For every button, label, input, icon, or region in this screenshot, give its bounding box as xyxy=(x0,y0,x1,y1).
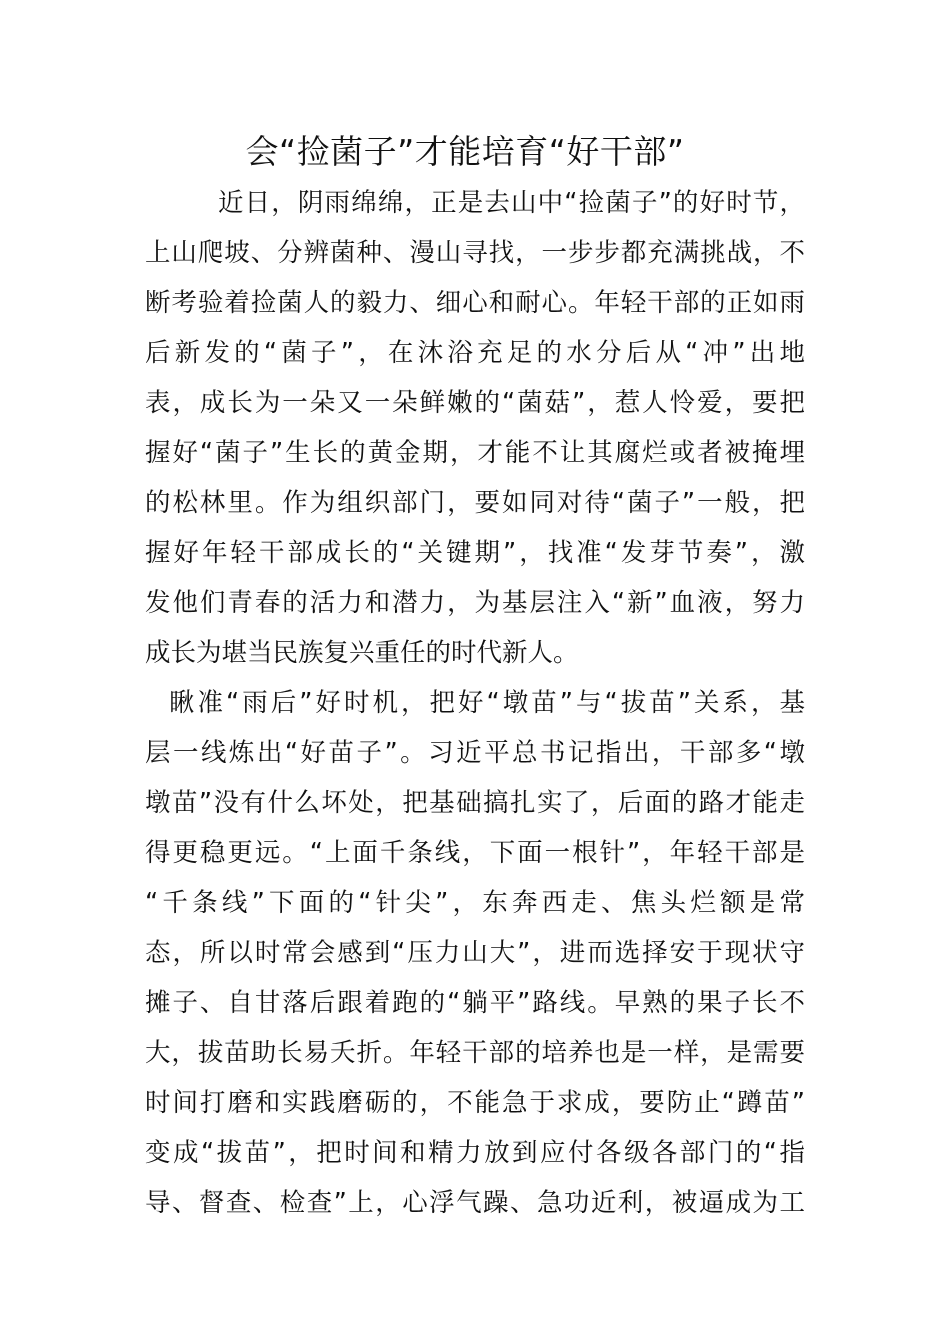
article-title: 会“捡菌子”才能培育“好干部” xyxy=(245,132,685,171)
text-line: 摊子、自甘落后跟着跑的“躺平”路线。早熟的果子长不 xyxy=(145,988,805,1018)
text-line: 大，拔苗助长易夭折。年轻干部的培养也是一样，是需要 xyxy=(145,1038,805,1068)
text-line: 瞅准“雨后”好时机，把好“墩苗”与“拔苗”关系，基 xyxy=(169,688,805,718)
text-line: 表，成长为一朵又一朵鲜嫩的“菌菇”，惹人怜爱，要把 xyxy=(145,388,805,418)
text-line: 握好“菌子”生长的黄金期，才能不让其腐烂或者被掩埋 xyxy=(145,438,805,468)
text-line: “千条线”下面的“针尖”，东奔西走、焦头烂额是常 xyxy=(145,888,805,918)
text-line: 导、督查、检查”上，心浮气躁、急功近利，被逼成为工 xyxy=(145,1188,805,1218)
text-line: 发他们青春的活力和潜力，为基层注入“新”血液，努力 xyxy=(145,588,805,618)
text-line: 近日，阴雨绵绵，正是去山中“捡菌子”的好时节， xyxy=(218,188,805,218)
article-body xyxy=(145,178,805,1228)
text-line: 的松林里。作为组织部门，要如同对待“菌子”一般，把 xyxy=(145,488,805,518)
text-line: 时间打磨和实践磨砺的，不能急于求成，要防止“蹲苗” xyxy=(145,1088,805,1118)
text-line: 握好年轻干部成长的“关键期”，找准“发芽节奏”，激 xyxy=(145,538,805,568)
text-line: 后新发的“菌子”，在沐浴充足的水分后从“冲”出地 xyxy=(145,338,805,368)
text-line: 上山爬坡、分辨菌种、漫山寻找，一步步都充满挑战，不 xyxy=(145,238,805,268)
text-line: 得更稳更远。“上面千条线，下面一根针”，年轻干部是 xyxy=(145,838,805,868)
text-line: 断考验着捡菌人的毅力、细心和耐心。年轻干部的正如雨 xyxy=(145,288,805,318)
paragraph-2 xyxy=(145,678,805,1228)
text-line: 态，所以时常会感到“压力山大”，进而选择安于现状守 xyxy=(145,938,805,968)
text-line: 层一线炼出“好苗子”。习近平总书记指出，干部多“墩 xyxy=(145,738,805,768)
paragraph-1 xyxy=(145,178,805,678)
text-line: 成长为堪当民族复兴重任的时代新人。 xyxy=(145,638,579,668)
text-line: 墩苗”没有什么坏处，把基础搞扎实了，后面的路才能走 xyxy=(145,788,805,818)
text-line: 变成“拔苗”，把时间和精力放到应付各级各部门的“指 xyxy=(145,1138,805,1168)
